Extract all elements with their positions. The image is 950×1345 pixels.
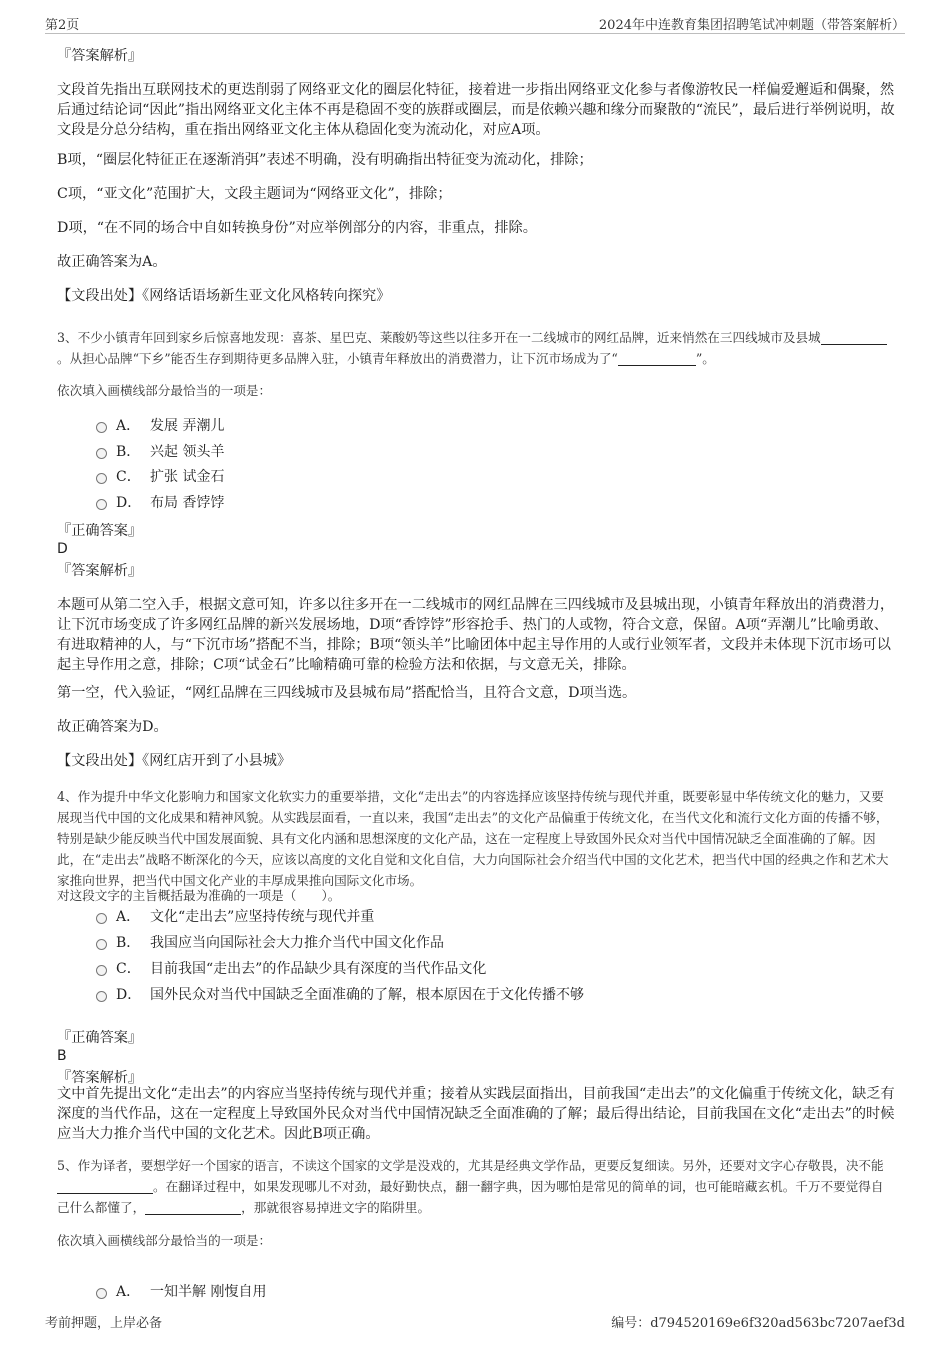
option-letter: B． [116, 444, 141, 460]
q2-analysis-option-c: C项，“亚文化”范围扩大，文段主题词为“网络亚文化”，排除； [57, 186, 452, 202]
q3-analysis-label: 『答案解析』 [57, 563, 143, 579]
q2-conclusion: 故正确答案为A。 [57, 254, 167, 270]
option-letter: D． [116, 495, 142, 511]
document-title: 2024年中连教育集团招聘笔试冲刺题（带答案解析） [598, 18, 905, 33]
q3-conclusion: 故正确答案为D。 [57, 719, 168, 735]
option-text: 一知半解 刚愎自用 [150, 1284, 267, 1300]
q4-option-c[interactable] [96, 958, 486, 980]
q3-correct-answer: D [57, 541, 68, 557]
option-text: 文化“走出去”应坚持传统与现代并重 [150, 909, 375, 925]
footer-slogan: 考前押题，上岸必备 [45, 1316, 163, 1331]
q5-stem-part1: 5、作为译者，要想学好一个国家的语言，不读这个国家的文学是没戏的，尤其是经典文学作品，更要反复细读。另外，还要对文字心存敬畏，决不能 [57, 1158, 884, 1173]
q3-blank-2 [618, 351, 696, 366]
q2-analysis-option-d: D项，“在不同的场合中自如转换身份”对应举例部分的内容，非重点，排除。 [57, 220, 537, 236]
q2-analysis-label: 『答案解析』 [57, 48, 143, 64]
option-text: 布局 香饽饽 [150, 495, 225, 511]
option-letter: A． [116, 418, 141, 434]
q3-analysis-paragraph: 本题可从第二空入手，根据文意可知，许多以往多开在一二线城市的网红品牌在三四线城市及县城出现，小镇青年释放出的消费潜力，让下沉市场变成了许多网红品牌的新兴发展场地，D项“香饽饽”形容抢手、热门的人或物，符合文意，保留。A项“弄潮儿”比喻勇敢、有进取精神的人，与“下沉市场”搭配不当，排除；B项“领头羊”比喻团体中起主导作用的人或行业领军者，文段并未体现下沉市场可以起主导作用之意，排除；C项“试金石”比喻精确可靠的检验方法和依据，与文意无关，排除。 [57, 597, 895, 673]
q5-blank-1 [57, 1179, 153, 1194]
q4-option-a[interactable] [96, 906, 374, 928]
q4-prompt: 对这段文字的主旨概括最为准确的一项是（ ）。 [57, 888, 341, 903]
q3-blank-1 [821, 330, 887, 345]
q3-option-b[interactable] [96, 441, 224, 463]
option-text: 发展 弄潮儿 [150, 418, 225, 434]
q4-correct-answer: B [57, 1048, 67, 1064]
q4-stem: 4、作为提升中华文化影响力和国家文化软实力的重要举措，文化“走出去”的内容选择应该坚持传统与现代并重，既要彰显中华传统文化的魅力，又要展现当代中国的文化成果和精神风貌。从实践层面看，一直以来，我国“走出去”的文化产品偏重于传统文化，在当代文化和流行文化方面的传播不够，特别是缺少能反映当代中国发展面貌、具有文化内涵和思想深度的文化产品，这在一定程度上导致国外民众对当代中国情况缺乏全面准确的了解。因此，在“走出去”战略不断深化的今天，应该以高度的文化自觉和文化自信，大力向国际社会介绍当代中国的文化艺术，把当代中国的经典之作和艺术大家推向世界，把当代中国文化产业的丰厚成果推向国际文化市场。 [57, 789, 889, 888]
q2-source: 【文段出处】《网络话语场新生亚文化风格转向探究》 [57, 288, 391, 304]
option-letter: A． [116, 909, 141, 925]
q4-option-d[interactable] [96, 984, 584, 1006]
option-letter: D． [116, 987, 142, 1003]
page-number: 第2页 [45, 18, 80, 33]
option-letter: A． [116, 1284, 141, 1300]
q3-correct-label: 『正确答案』 [57, 523, 143, 539]
radio-icon[interactable] [96, 448, 107, 459]
page-header [45, 13, 905, 34]
option-text: 扩张 试金石 [150, 469, 225, 485]
q3-prompt: 依次填入画横线部分最恰当的一项是： [57, 383, 272, 398]
radio-icon[interactable] [96, 1288, 107, 1299]
q5-stem-part2: 。在翻译过程中，如果发现哪儿不对劲，最好勤快点，翻一翻字典，因为哪怕是常见的简单的词，也可能暗藏玄机。千万不要觉得自己什么都懂了， [57, 1179, 884, 1215]
option-text: 兴起 领头羊 [150, 444, 225, 460]
option-text: 目前我国“走出去”的作品缺少具有深度的当代作品文化 [150, 961, 487, 977]
q5-prompt: 依次填入画横线部分最恰当的一项是： [57, 1233, 272, 1248]
q5-stem-part3: ，那就很容易掉进文字的陷阱里。 [241, 1200, 431, 1215]
radio-icon[interactable] [96, 991, 107, 1002]
radio-icon[interactable] [96, 939, 107, 950]
radio-icon[interactable] [96, 473, 107, 484]
document-code: 编号：d794520169e6f320ad563bc7207aef3d [611, 1316, 905, 1331]
q5-option-a[interactable] [96, 1281, 266, 1303]
q5-blank-2 [145, 1200, 241, 1215]
q2-analysis-option-b: B项，“圈层化特征正在逐渐消弭”表述不明确，没有明确指出特征变为流动化，排除； [57, 152, 593, 168]
q5-stem [57, 1155, 895, 1218]
option-text: 我国应当向国际社会大力推介当代中国文化作品 [150, 935, 444, 951]
q3-option-c[interactable] [96, 466, 224, 488]
option-letter: C． [116, 961, 141, 977]
q3-stem-part2: 。从担心品牌“下乡”能否生存到期待更多品牌入驻，小镇青年释放出的消费潜力，让下沉市场成为了“ [57, 351, 618, 366]
q3-analysis-second-blank: 第一空，代入验证，“网红品牌在三四线城市及县城布局”搭配恰当，且符合文意，D项当选。 [57, 685, 637, 701]
q3-stem-part3: ”。 [695, 351, 715, 366]
option-letter: B． [116, 935, 141, 951]
q4-analysis-paragraph: 文中首先提出文化“走出去”的内容应当坚持传统与现代并重；接着从实践层面指出，目前我国“走出去”的文化偏重于传统文化，缺乏有深度的当代作品，这在一定程度上导致国外民众对当代中国情况缺乏全面准确的了解；最后得出结论，目前我国在文化“走出去”的时候应当大力推介当代中国的文化艺术。因此B项正确。 [57, 1086, 895, 1142]
q4-option-b[interactable] [96, 932, 444, 954]
radio-icon[interactable] [96, 499, 107, 510]
q4-analysis-label: 『答案解析』 [57, 1070, 143, 1086]
q3-stem-part1: 3、不少小镇青年回到家乡后惊喜地发现：喜茶、星巴克、莱酸奶等这些以往多开在一二线城市的网红品牌，近来悄然在三四线城市及县城 [57, 330, 821, 345]
radio-icon[interactable] [96, 965, 107, 976]
radio-icon[interactable] [96, 422, 107, 433]
q4-correct-label: 『正确答案』 [57, 1030, 143, 1046]
q3-stem [57, 327, 895, 369]
option-letter: C． [116, 469, 141, 485]
radio-icon[interactable] [96, 913, 107, 924]
q3-option-d[interactable] [96, 492, 224, 514]
q2-analysis-paragraph: 文段首先指出互联网技术的更迭削弱了网络亚文化的圈层化特征，接着进一步指出网络亚文化参与者像游牧民一样偏爱邂逅和偶聚，然后通过结论词“因此”指出网络亚文化主体不再是稳固不变的族群或圈层，而是依赖兴趣和缘分而聚散的“流民”，最后进行举例说明，故文段是分总分结构，重在指出网络亚文化主体从稳固化变为流动化，对应A项。 [57, 82, 895, 138]
q3-option-a[interactable] [96, 415, 224, 437]
option-text: 国外民众对当代中国缺乏全面准确的了解，根本原因在于文化传播不够 [150, 987, 584, 1003]
q3-source: 【文段出处】《网红店开到了小县城》 [57, 753, 292, 769]
